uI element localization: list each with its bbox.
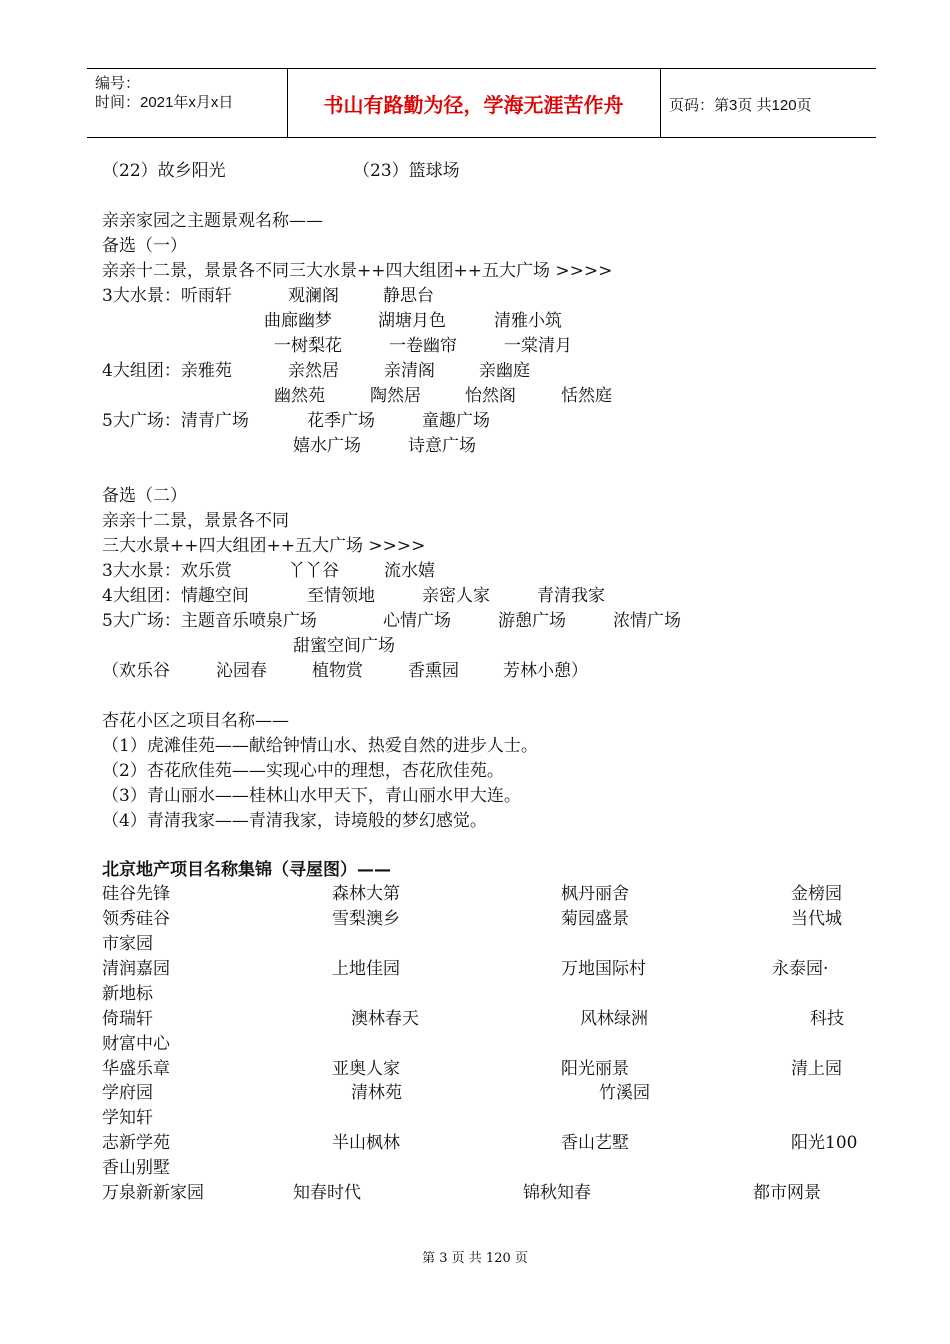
list-item: （22）故乡阳光	[102, 161, 226, 181]
table-cell: 市家园	[102, 934, 153, 954]
text-line: 花季广场	[307, 411, 375, 431]
text-line: 三大水景++四大组团++五大广场 >>>>	[102, 536, 426, 556]
text-line: 5大广场：清青广场	[102, 411, 249, 431]
text-line: 亲然居	[288, 361, 339, 381]
text-line: 5大广场：主题音乐喷泉广场	[102, 611, 317, 631]
table-cell: 半山枫林	[332, 1133, 400, 1153]
text-line: 流水嬉	[384, 561, 435, 581]
table-cell: 雪梨澳乡	[332, 909, 400, 929]
text-line: 陶然居	[370, 386, 421, 406]
table-cell: 学知轩	[102, 1108, 153, 1128]
table-cell: 万地国际村	[561, 959, 646, 979]
table-cell: 阳光丽景	[561, 1059, 629, 1079]
list-item: （1）虎滩佳苑——献给钟情山水、热爱自然的进步人士。	[102, 736, 538, 756]
page-header	[87, 68, 876, 138]
table-cell: 上地佳园	[332, 959, 400, 979]
table-cell: 金榜园	[791, 884, 842, 904]
text-line: 静思台	[383, 286, 434, 306]
section-title: 杏花小区之项目名称——	[102, 711, 289, 731]
table-cell: 香山艺墅	[561, 1133, 629, 1153]
text-line: 童趣广场	[422, 411, 490, 431]
table-cell: 清林苑	[351, 1083, 402, 1103]
table-cell: 科技	[810, 1009, 844, 1029]
text-line: 观澜阁	[288, 286, 339, 306]
text-line: 浓情广场	[613, 611, 681, 631]
table-cell: 菊园盛景	[561, 909, 629, 929]
text-line: 芳林小憩）	[503, 661, 588, 681]
table-cell: 清上园	[791, 1059, 842, 1079]
text-line: 怡然阁	[465, 386, 516, 406]
text-line: 香熏园	[408, 661, 459, 681]
table-cell: 倚瑞轩	[102, 1009, 153, 1029]
text-line: 至情领地	[307, 586, 375, 606]
text-line: 亲亲十二景，景景各不同三大水景++四大组团++五大广场 >>>>	[102, 261, 613, 281]
list-item: （2）杏花欣佳苑——实现心中的理想，杏花欣佳苑。	[102, 761, 504, 781]
text-line: 亲幽庭	[479, 361, 530, 381]
text-line: 备选（二）	[102, 486, 187, 506]
text-line: 沁园春	[216, 661, 267, 681]
section-title: 北京地产项目名称集锦（寻屋图）——	[102, 860, 391, 880]
table-cell: 万泉新新家园	[102, 1183, 204, 1203]
list-item: （23）篮球场	[353, 161, 460, 181]
section-title: 亲亲家园之主题景观名称——	[102, 211, 323, 231]
text-line: 植物赏	[312, 661, 363, 681]
table-cell: 亚奥人家	[332, 1059, 400, 1079]
table-cell: 当代城	[791, 909, 842, 929]
table-cell: 枫丹丽舍	[561, 884, 629, 904]
header-divider	[660, 69, 661, 137]
text-line: 丫丫谷	[288, 561, 339, 581]
text-line: 青清我家	[537, 586, 605, 606]
text-line: 一卷幽帘	[389, 336, 457, 356]
text-line: 湖塘月色	[378, 311, 446, 331]
table-cell: 领秀硅谷	[102, 909, 170, 929]
page-footer: 第 3 页 共 120 页	[422, 1251, 528, 1266]
text-line: 甜蜜空间广场	[293, 636, 395, 656]
text-line: 亲亲十二景，景景各不同	[102, 511, 289, 531]
text-line: 备选（一）	[102, 236, 187, 256]
list-item: （4）青清我家——青清我家，诗境般的梦幻感觉。	[102, 811, 487, 831]
table-cell: 硅谷先锋	[102, 884, 170, 904]
text-line: 曲廊幽梦	[264, 311, 332, 331]
text-line: 亲密人家	[422, 586, 490, 606]
table-cell: 都市网景	[753, 1183, 821, 1203]
table-cell: 永泰园·	[772, 959, 829, 979]
table-cell: 学府园	[102, 1083, 153, 1103]
table-cell: 风林绿洲	[580, 1009, 648, 1029]
header-motto: 书山有路勤为径，学海无涯苦作舟	[323, 93, 624, 117]
text-line: 一树梨花	[274, 336, 342, 356]
text-line: 3大水景：听雨轩	[102, 286, 232, 306]
text-line: 4大组团：亲雅苑	[102, 361, 232, 381]
table-cell: 清润嘉园	[102, 959, 170, 979]
table-cell: 香山别墅	[102, 1158, 170, 1178]
table-cell: 阳光100	[791, 1133, 858, 1153]
doc-time-label: 时间：2021年x月x日	[95, 94, 234, 111]
text-line: 恬然庭	[561, 386, 612, 406]
table-cell: 新地标	[102, 984, 153, 1004]
text-line: 清雅小筑	[494, 311, 562, 331]
table-cell: 财富中心	[102, 1034, 170, 1054]
text-line: （欢乐谷	[102, 661, 170, 681]
table-cell: 竹溪园	[599, 1083, 650, 1103]
text-line: 游憩广场	[498, 611, 566, 631]
table-cell: 澳林春天	[351, 1009, 419, 1029]
list-item: （3）青山丽水——桂林山水甲天下，青山丽水甲大连。	[102, 786, 521, 806]
text-line: 诗意广场	[408, 436, 476, 456]
text-line: 心情广场	[383, 611, 451, 631]
text-line: 4大组团：情趣空间	[102, 586, 249, 606]
text-line: 幽然苑	[274, 386, 325, 406]
table-cell: 知春时代	[293, 1183, 361, 1203]
doc-number-label: 编号：	[95, 75, 141, 92]
text-line: 嬉水广场	[293, 436, 361, 456]
text-line: 一棠清月	[504, 336, 572, 356]
table-cell: 森林大第	[332, 884, 400, 904]
page-number-label: 页码：第3页 共120页	[669, 97, 812, 114]
text-line: 亲清阁	[384, 361, 435, 381]
text-line: 3大水景：欢乐赏	[102, 561, 232, 581]
table-cell: 志新学苑	[102, 1133, 170, 1153]
table-cell: 华盛乐章	[102, 1059, 170, 1079]
table-cell: 锦秋知春	[523, 1183, 591, 1203]
